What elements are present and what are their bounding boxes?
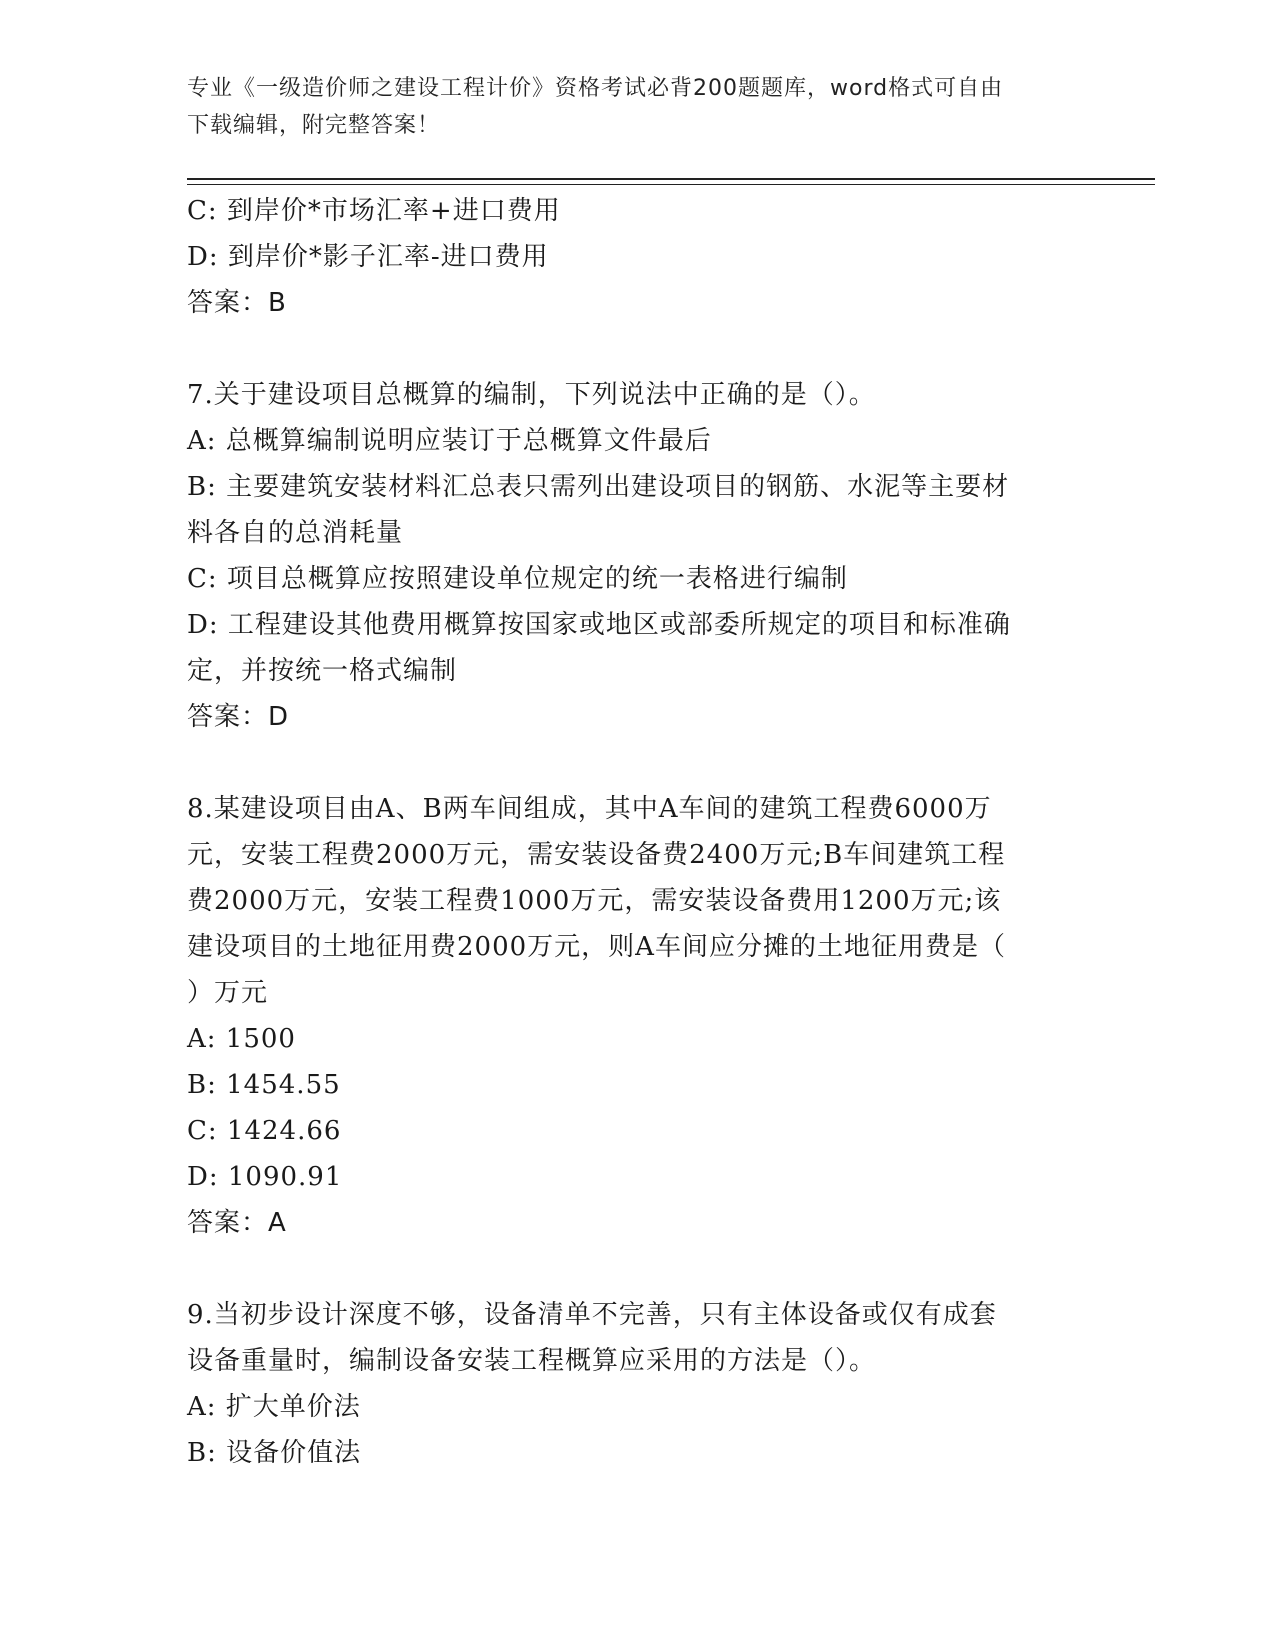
q9-option-a: A: 扩大单价法 — [187, 1392, 361, 1422]
spacer — [187, 1246, 1087, 1292]
q6-option-c: C: 到岸价*市场汇率+进口费用 — [187, 196, 561, 226]
q7-option-b-line-2: 料各自的总消耗量 — [187, 518, 404, 548]
q6-option-d: D: 到岸价*影子汇率-进口费用 — [187, 242, 549, 272]
question-6-tail — [187, 188, 1087, 326]
q8-answer: 答案：A — [187, 1208, 287, 1238]
question-8 — [187, 786, 1087, 1246]
q8-stem-line-1: 8.某建设项目由A、B两车间组成，其中A车间的建筑工程费6000万 — [187, 794, 992, 824]
header-line-2: 下载编辑，附完整答案！ — [187, 113, 441, 138]
spacer — [187, 740, 1087, 786]
q7-option-c: C: 项目总概算应按照建设单位规定的统一表格进行编制 — [187, 564, 848, 594]
q8-stem-line-2: 元，安装工程费2000万元，需安装设备费2400万元;B车间建筑工程 — [187, 840, 1006, 870]
q7-option-a: A: 总概算编制说明应装订于总概算文件最后 — [187, 426, 712, 456]
q7-option-b-line-1: B: 主要建筑安装材料汇总表只需列出建设项目的钢筋、水泥等主要材 — [187, 472, 1010, 502]
spacer — [187, 326, 1087, 372]
q8-stem-line-4: 建设项目的土地征用费2000万元，则A车间应分摊的土地征用费是（ — [187, 932, 1006, 962]
q6-answer: 答案：B — [187, 288, 287, 318]
question-9 — [187, 1292, 1087, 1476]
header-rule-thick — [187, 178, 1155, 180]
page-header — [187, 70, 1067, 144]
q7-answer: 答案：D — [187, 702, 290, 732]
q9-stem-line-1: 9.当初步设计深度不够，设备清单不完善，只有主体设备或仅有成套 — [187, 1300, 997, 1330]
q8-option-c: C: 1424.66 — [187, 1116, 342, 1146]
q8-stem-line-5: ）万元 — [187, 978, 269, 1008]
header-line-1: 专业《一级造价师之建设工程计价》资格考试必背200题题库，word格式可自由 — [187, 76, 1004, 101]
question-7 — [187, 372, 1087, 740]
q7-option-d-line-1: D: 工程建设其他费用概算按国家或地区或部委所规定的项目和标准确 — [187, 610, 1011, 640]
q8-option-a: A: 1500 — [187, 1024, 296, 1054]
q8-stem-line-3: 费2000万元，安装工程费1000万元，需安装设备费用1200万元;该 — [187, 886, 1002, 916]
q8-option-b: B: 1454.55 — [187, 1070, 341, 1100]
q9-option-b: B: 设备价值法 — [187, 1438, 362, 1468]
q7-stem: 7.关于建设项目总概算的编制，下列说法中正确的是（）。 — [187, 380, 876, 410]
header-rule-thin — [187, 184, 1155, 185]
q8-option-d: D: 1090.91 — [187, 1162, 343, 1192]
q9-stem-line-2: 设备重量时，编制设备安装工程概算应采用的方法是（）。 — [187, 1346, 877, 1376]
q7-option-d-line-2: 定，并按统一格式编制 — [187, 656, 458, 686]
question-list — [187, 188, 1087, 1476]
